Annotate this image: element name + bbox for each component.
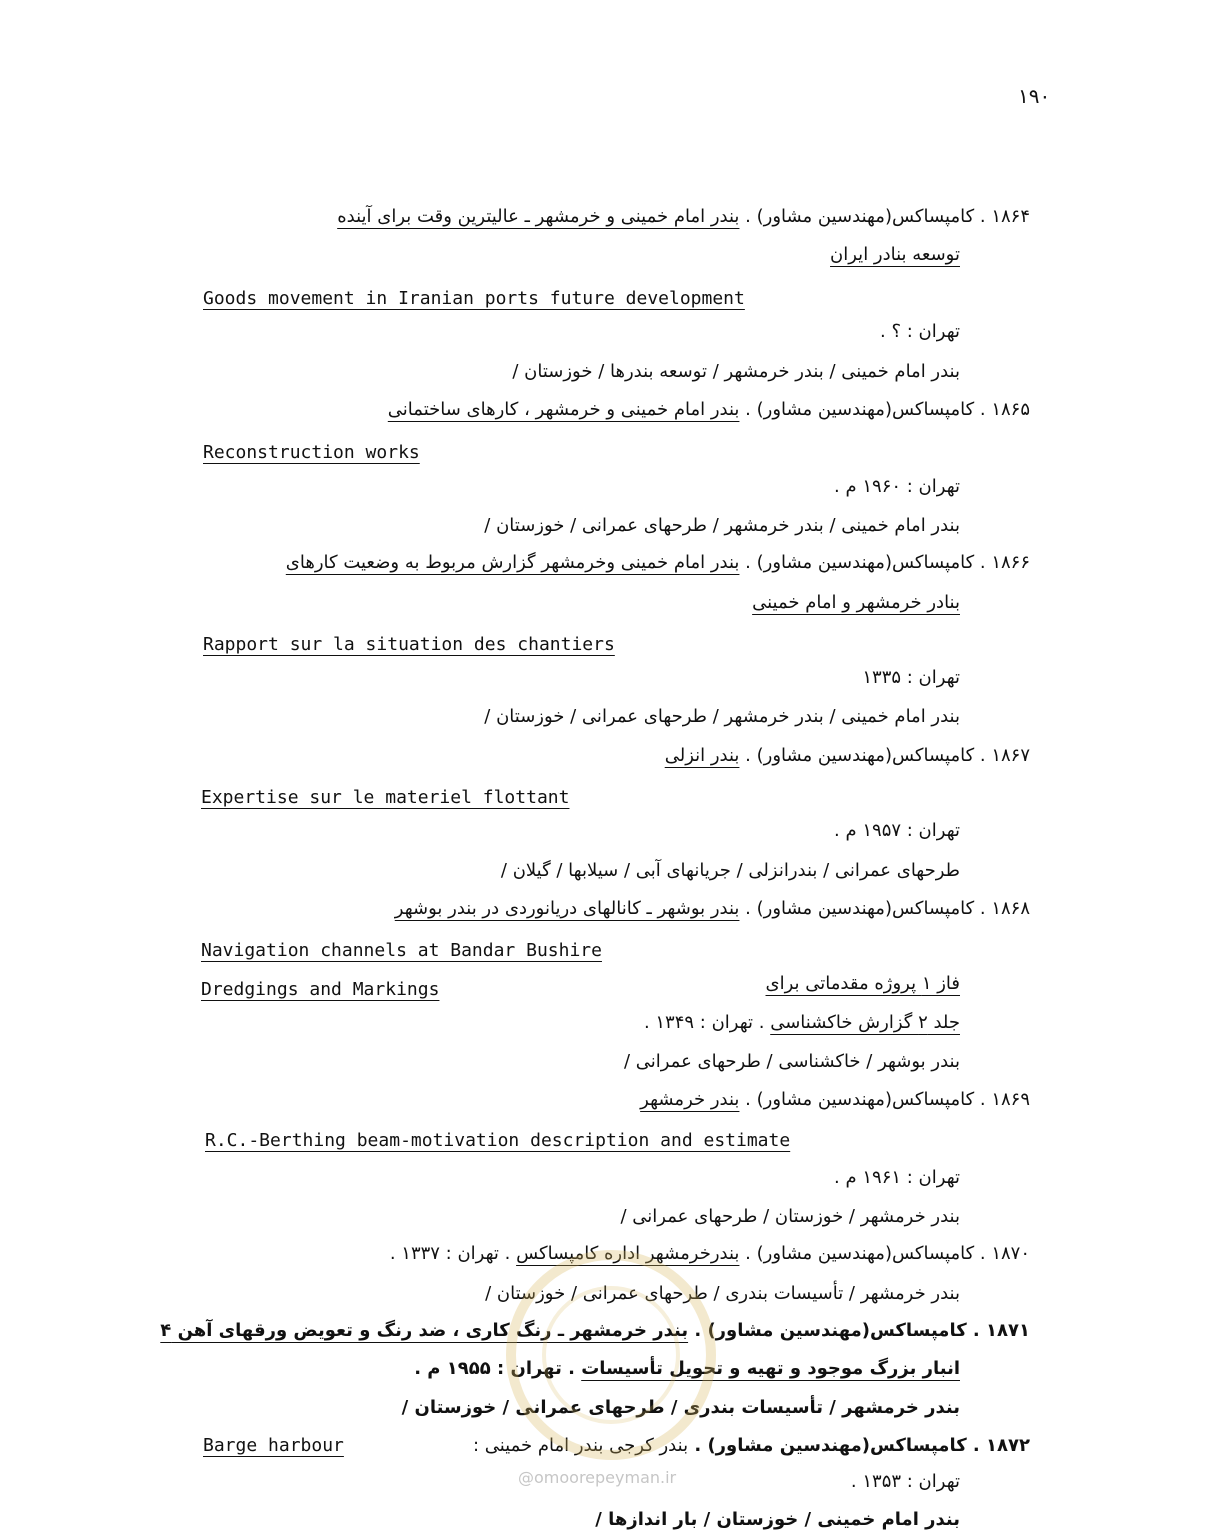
entry-1868-subjects: بندر بوشهر / خاکشناسی / طرحهای عمرانی /	[623, 1051, 960, 1072]
page-number: ۱۹۰	[1018, 84, 1051, 108]
entry-1864-publication: تهران : ؟ .	[880, 321, 960, 342]
entry-1871-number-author: ۱۸۷۱ . کامپساکس(مهندسین مشاور) .	[688, 1320, 1030, 1341]
entry-1870-heading	[390, 1242, 1030, 1266]
entry-1866-title-cont	[752, 591, 960, 615]
entry-1872-number-author: ۱۸۷۲ . کامپساکس(مهندسین مشاور) .	[688, 1435, 1030, 1456]
entry-1870-subjects: بندر خرمشهر / تأسیسات بندری / طرحهای عمرانی / خوزستان /	[485, 1283, 960, 1304]
entry-1864-heading	[337, 205, 1030, 229]
entry-1868-publication: . تهران : ۱۳۴۹ .	[643, 1012, 771, 1033]
entry-1868-title: بندر بوشهر ـ کانالهای دریانوردی در بندر بوشهر	[394, 898, 740, 919]
entry-1872-publication: تهران : ۱۳۵۳ .	[850, 1471, 960, 1492]
entry-1868-phase-line	[766, 972, 960, 996]
entry-1872-title: بندر کرجی بندر امام خمینی :	[472, 1435, 689, 1456]
entry-1871-title-line2: انبار بزرگ موجود و تهیه و تحویل تأسیسات	[581, 1358, 960, 1379]
entry-1866-publication: تهران : ۱۳۳۵	[862, 667, 960, 688]
entry-1865-title: بندر امام خمینی و خرمشهر ، کارهای ساختمانی	[387, 399, 740, 420]
entry-1864-title: بندر امام خمینی و خرمشهر ـ عالیترین وقت برای آینده	[337, 206, 740, 227]
entry-1870-publication: . تهران : ۱۳۳۷ .	[389, 1243, 517, 1264]
entry-1864-english-title: Goods movement in Iranian ports future development	[203, 288, 745, 309]
entry-1867-title: بندر انزلی	[664, 745, 740, 766]
entry-1869-number-author: ۱۸۶۹ . کامپساکس(مهندسین مشاور) .	[739, 1089, 1030, 1110]
entry-1869-heading	[640, 1088, 1030, 1112]
entry-1868-volume-title: جلد ۲ گزارش خاکشناسی	[770, 1012, 960, 1033]
entry-1868-phase-title: فاز ۱ پروژه مقدماتی برای	[765, 973, 960, 994]
watermark-seal	[506, 1250, 716, 1460]
entry-1869-subjects: بندر خرمشهر / خوزستان / طرحهای عمرانی /	[620, 1206, 960, 1227]
entry-1866-heading	[286, 551, 1030, 575]
entry-1865-heading	[388, 398, 1030, 422]
entry-1867-subjects: طرحهای عمرانی / بندرانزلی / جریانهای آبی / سیلابها / گیلان /	[500, 860, 960, 881]
entry-1866-english-title: Rapport sur la situation des chantiers	[203, 634, 615, 655]
entry-1870-title: بندرخرمشهر اداره کامپساکس	[516, 1243, 740, 1264]
entry-1871-subjects: بندر خرمشهر / تأسیسات بندری / طرحهای عمرانی / خوزستان /	[401, 1397, 960, 1418]
entry-1864-subjects: بندر امام خمینی / بندر خرمشهر / توسعه بندرها / خوزستان /	[512, 361, 960, 382]
entry-1864-title-cont	[830, 243, 960, 267]
entry-1870-number-author: ۱۸۷۰ . کامپساکس(مهندسین مشاور) .	[739, 1243, 1030, 1264]
entry-1872-english-title: Barge harbour	[203, 1435, 344, 1456]
entry-1865-subjects: بندر امام خمینی / بندر خرمشهر / طرحهای عمرانی / خوزستان /	[484, 515, 960, 536]
entry-1872-subjects: بندر امام خمینی / خوزستان / بار اندازها /	[595, 1509, 960, 1530]
entry-1865-number-author: ۱۸۶۵ . کامپساکس(مهندسین مشاور) .	[739, 399, 1030, 420]
entry-1866-subjects: بندر امام خمینی / بندر خرمشهر / طرحهای عمرانی / خوزستان /	[484, 706, 960, 727]
entry-1869-publication: تهران : ۱۹۶۱ م .	[834, 1167, 960, 1188]
entry-1868-volume-line	[644, 1011, 960, 1035]
entry-1871-publication: . تهران : ۱۹۵۵ م .	[414, 1358, 582, 1379]
entry-1871-title: بندر خرمشهر ـ رنگ کاری ، ضد رنگ و تعویض ورقهای آهن ۴	[160, 1320, 689, 1341]
entry-1869-english-title: R.C.-Berthing beam-motivation description and estimate	[205, 1130, 791, 1151]
entry-1867-english-title: Expertise sur le materiel flottant	[201, 787, 570, 808]
entry-1868-english-subtitle: Dredgings and Markings	[201, 979, 440, 1000]
entry-1864-title-line2: توسعه بنادر ایران	[830, 244, 960, 265]
entry-1869-title: بندر خرمشهر	[640, 1089, 740, 1110]
entry-1865-english-title: Reconstruction works	[203, 442, 420, 463]
entry-1867-heading	[665, 744, 1030, 768]
watermark-text: @omoorepeyman.ir	[518, 1468, 677, 1487]
entry-1867-number-author: ۱۸۶۷ . کامپساکس(مهندسین مشاور) .	[739, 745, 1030, 766]
entry-1864-number-author: ۱۸۶۴ . کامپساکس(مهندسین مشاور) .	[739, 206, 1030, 227]
entry-1867-publication: تهران : ۱۹۵۷ م .	[834, 820, 960, 841]
entry-1866-number-author: ۱۸۶۶ . کامپساکس(مهندسین مشاور) .	[739, 552, 1030, 573]
entry-1868-number-author: ۱۸۶۸ . کامپساکس(مهندسین مشاور) .	[739, 898, 1030, 919]
entry-1866-title-line2: بنادر خرمشهر و امام خمینی	[752, 592, 960, 613]
entry-1868-heading	[395, 897, 1030, 921]
entry-1866-title: بندر امام خمینی وخرمشهر گزارش مربوط به وضعیت کارهای	[285, 552, 740, 573]
entry-1865-publication: تهران : ۱۹۶۰ م .	[834, 476, 960, 497]
entry-1868-english-title: Navigation channels at Bandar Bushire	[201, 940, 602, 961]
